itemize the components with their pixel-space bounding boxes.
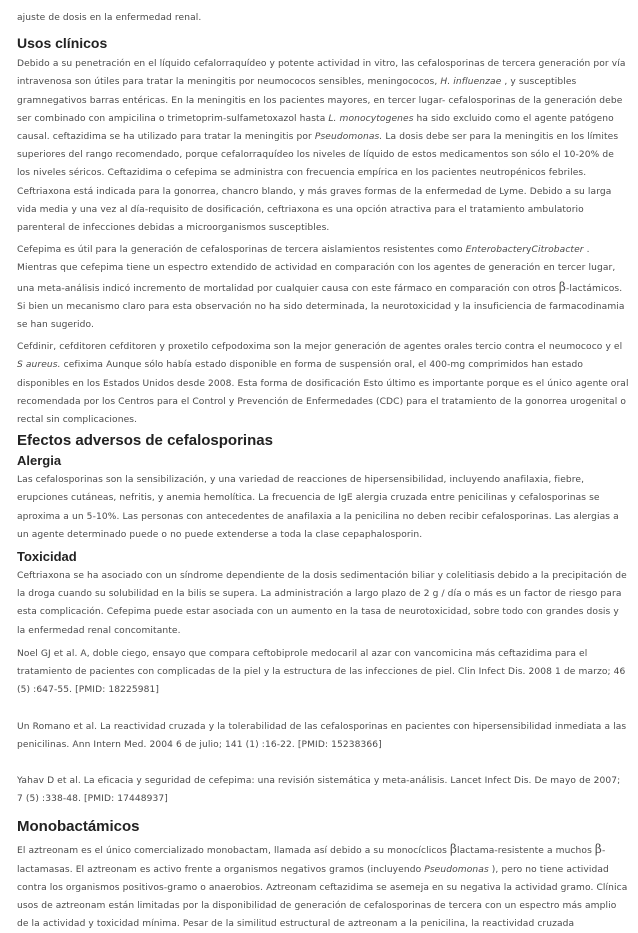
monobactamicos-paragraph: El aztreonam es el único comercializado monobactam, llamada así debido a su monocíclicos βlactama-resistente a muchos β-lactamasas. El aztreonam es activo frente a organismos negativos gramos (incluyendo Pseudomonas ), pero no tiene actividad contra los organismos positivos-gramo o anaerobios. Aztreonam ceftazidima se asemeja en su negativa la actividad gramo. Clínica usos de aztreonam están limitadas por la disponibilidad de generación de cefalosporinas de tercera con un espectro más amplio de la actividad y toxicidad mínima. Pesar de la similitud estructural de aztreonam a la penicilina, la reactividad cruzada — [17, 842, 628, 930]
usos-paragraph-2: Cefepima es útil para la generación de cefalosporinas de tercera aislamientos resistentes como EnterobacteryCitrobacter . Mientras que cefepima tiene un espectro extendido de actividad en comparación con los agentes de generación en tercer lugar, una meta-análisis indicó incremento de mortalidad por cualquier causa con este fármaco en comparación con otros β-lactámicos. Si bien un mecanismo claro para esta observación no ha sido determinada, la neurotoxicidad y la insuficiencia de farmacodinamia se han sugerido. — [17, 245, 625, 331]
italic-term: S aureus. — [17, 360, 61, 371]
intro-line: ajuste de dosis en la enfermedad renal. — [17, 13, 202, 23]
italic-term: Citrobacter — [531, 245, 584, 256]
section-heading-efectos-adversos: Efectos adversos de cefalosporinas — [17, 432, 273, 450]
italic-term: Enterobacter — [465, 245, 527, 256]
reference-1: Noel GJ et al. A, doble ciego, ensayo que compara ceftobiprole medocaril al azar con vancomicina más ceftazidima para el tratamiento de pacientes con complicadas de la piel y la estructura de las infecciones de piel. Clin Infect Dis. 2008 1 de marzo; 46 (5) :647-55. [PMID: 18225981] — [17, 648, 626, 696]
reference-3: Yahav D et al. La eficacia y seguridad de cefepima: una revisión sistemática y meta-análisis. Lancet Infect Dis. De mayo de 2007; 7 (5) :338-48. [PMID: 17448937] — [17, 775, 621, 805]
usos-paragraph-1: Debido a su penetración en el líquido cefalorraquídeo y potente actividad in vitro, las cefalosporinas de tercera generación por vía intravenosa son útiles para tratar la meningitis por neumococos sensibles, meningococos, H. influenzae , y susceptibles gramnegativos barras entéricas. En la meningitis en los pacientes mayores, en tercer lugar- cefalosporinas de la generación debe ser combinado con ampicilina o trimetoprim-sulfametoxazol hasta L. monocytogenes ha sido excluido como el agente patógeno causal. ceftazidima se ha utilizado para tratar la meningitis por Pseudomonas. La dosis debe ser para la meningitis en los límites superiores del rango recomendado, porque cefalorraquídeo los niveles de líquido de estos medicamentos son sólo el 10-20% de los niveles séricos. Ceftazidima o cefepima se administra con frecuencia empírica en los pacientes neutropénicos febriles. Ceftriaxona está indicada para la gonorrea, chancro blando, y más graves formas de la enfermedad de Lyme. Debido a su larga vida media y una vez al día-requisito de dosificación, ceftriaxona es una opción atractiva para el tratamiento ambulatorio parenteral de infecciones debidas a microorganismos susceptibles. — [17, 59, 626, 234]
subheading-toxicidad: Toxicidad — [17, 549, 77, 565]
italic-term: L. monocytogenes — [328, 113, 414, 124]
usos-paragraph-3: Cefdinir, cefditoren cefditoren y proxetilo cefpodoxima son la mejor generación de agentes orales tercio contra el neumococo y el S aureus. cefixima Aunque sólo había estado disponible en forma de suspensión oral, el 400-mg comprimidos han estado disponibles en los Estados Unidos desde 2008. Esta forma de dosificación Esto último es importante porque es el único agente oral recomendada por los Centros para el Control y Prevención de Enfermedades (CDC) para el tratamiento de la gonorrea urogenital o rectal sin complicaciones. — [17, 342, 629, 426]
document-page — [17, 0, 629, 933]
alergia-paragraph: Las cefalosporinas son la sensibilización, y una variedad de reacciones de hipersensibilidad, incluyendo anafilaxia, fiebre, erupciones cutáneas, nefritis, y anemia hemolítica. La frecuencia de IgE alergia cruzada entre penicilinas y cefalosporinas se aproxima a un 5-10%. Las personas con antecedentes de anafilaxia a la penicilina no deben recibir cefalosporinas. Las alergias a un agente determinado puede o no puede extenderse a toda la clase cepaphalosporin. — [17, 475, 619, 540]
beta-symbol: β — [558, 279, 566, 294]
subheading-alergia: Alergia — [17, 453, 62, 469]
italic-term: Pseudomonas. — [314, 132, 383, 143]
italic-term: Pseudomonas — [424, 864, 489, 875]
toxicidad-paragraph: Ceftriaxona se ha asociado con un síndrome dependiente de la dosis sedimentación biliar y colelitiasis debido a la precipitación de la droga cuando su solubilidad en la bilis se supera. La administración a largo plazo de 2 g / día o más es un factor de riesgo para esta complicación. Cefepima puede estar asociada con un aumento en la tasa de neurotoxicidad, sobre todo con grandes dosis y la enfermedad renal concomitante. — [17, 571, 627, 636]
beta-symbol: β — [449, 842, 457, 857]
italic-term: H. influenzae — [440, 77, 502, 88]
section-heading-monobactamicos: Monobactámicos — [17, 818, 140, 836]
section-heading-usos-clinicos: Usos clínicos — [17, 35, 108, 52]
beta-symbol: β — [594, 842, 602, 857]
reference-2: Un Romano et al. La reactividad cruzada y la tolerabilidad de las cefalosporinas en pacientes con hipersensibilidad inmediata a las penicilinas. Ann Intern Med. 2004 6 de julio; 141 (1) :16-22. [PMID: 15238366] — [17, 721, 627, 750]
